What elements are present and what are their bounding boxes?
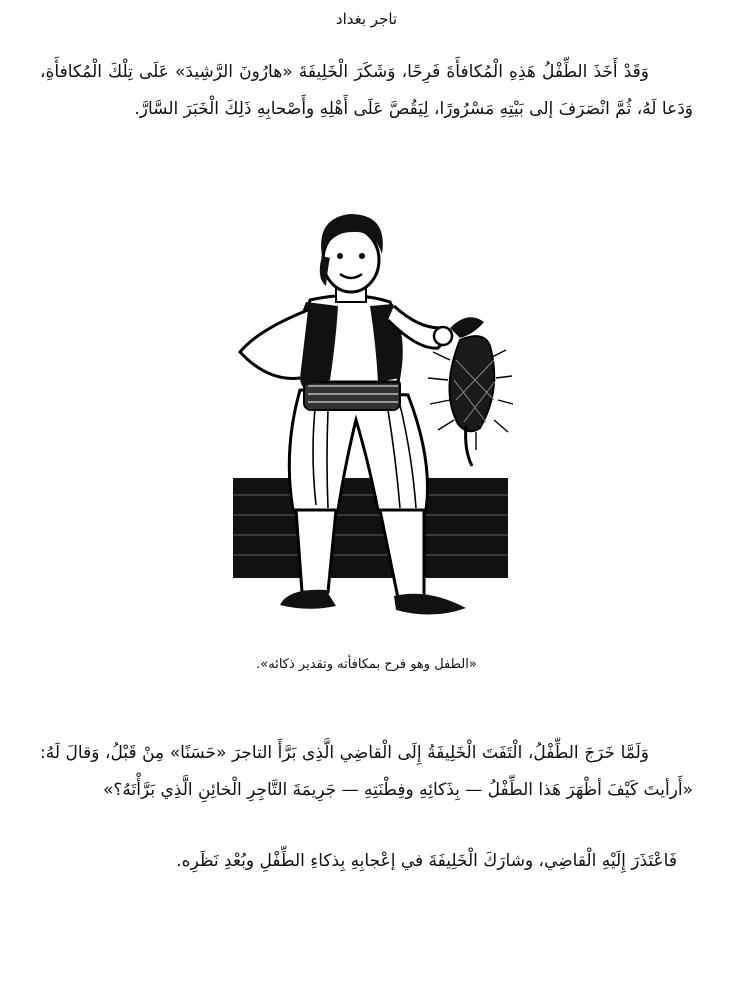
- paragraph-caliph-speaks: وَلَمَّا خَرَجَ الطِّفْلُ، الْتَفَتَ الْخَلِيفَةُ إِلَى الْقاضِي الَّذِى بَرَّأَ التاجرَ «حَسَنًا» مِنْ قَبْلُ، وَقالَ لَهُ: «أَرأيتَ كَيْفَ أظْهَرَ هَذا الطِّفْلُ — بِذَكائِهِ وفِطْنَتِهِ — جَرِيمَةَ التَّاجِرِ الْخائِنِ الَّذِي بَرَّأْتَهُ؟»: [40, 743, 693, 800]
- running-header: تاجر بغداد: [335, 10, 398, 28]
- boy-with-purse-illustration: [228, 210, 513, 630]
- illustration-caption: «الطفل وهو فرح بمكافأته وتقدير ذكائه».: [256, 657, 477, 672]
- paragraph-judge-apologizes: فَاعْتَذَرَ إِلَيْهِ الْقاضِي، وشارَكَ الْخَلِيفَةَ في إعْجابِهِ بِذكاءِ الطِّفْلِ وبُعْدِ نَظَرِه.: [176, 851, 677, 871]
- paragraph-reward: وَقَدْ أَخَذَ الطِّفْلُ هَذِهِ الْمُكافأَةَ فَرِحًا، وَشَكَرَ الْخَلِيفَةَ «هارُونَ الرَّشِيدَ» عَلَى تِلْكَ الْمُكافأَةِ، وَدَعا لَهُ، ثُمَّ انْصَرَفَ إلى بَيْتِهِ مَسْرُورًا، لِيَقُصَّ عَلَى أَهْلِهِ وأَصْحابِهِ ذَلِكَ الْخَبَرَ السَّارَّ.: [40, 62, 693, 119]
